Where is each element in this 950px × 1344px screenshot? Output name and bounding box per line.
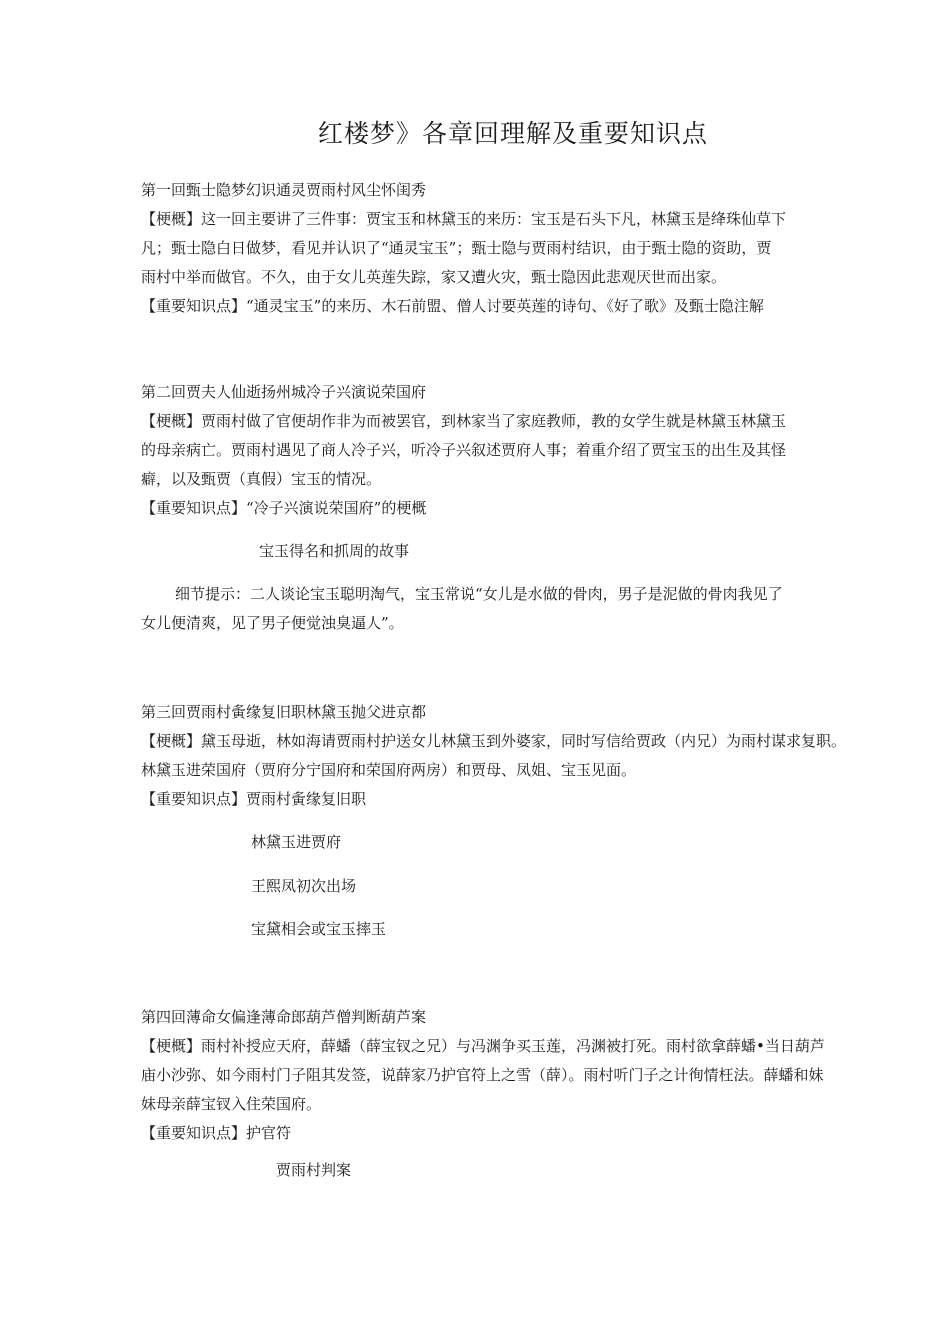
chapter-2-heading: 第二回贾夫人仙逝扬州城冷子兴演说荣国府 <box>141 383 427 401</box>
document-title: 红楼梦》各章回理解及重要知识点 <box>318 119 709 148</box>
chapter-2-subpoint: 宝玉得名和抓周的故事 <box>259 542 410 560</box>
chapter-2-summary-line: 癖，以及甄贾（真假）宝玉的情况。 <box>141 470 382 488</box>
chapter-3-heading: 第三回贾雨村夤缘复旧职林黛玉抛父进京都 <box>141 703 427 721</box>
chapter-1-heading: 第一回甄士隐梦幻识通灵贾雨村风尘怀闺秀 <box>141 181 427 199</box>
chapter-4-subpoint: 贾雨村判案 <box>276 1161 352 1179</box>
chapter-3-subpoint: 林黛玉进贾府 <box>251 833 342 851</box>
chapter-2-summary-line: 的母亲病亡。贾雨村遇见了商人冷子兴，听冷子兴叙述贾府人事；着重介绍了贾宝玉的出生及其怪 <box>141 441 787 459</box>
chapter-1-key-points: 【重要知识点】“通灵宝玉”的来历、木石前盟、僧人讨要英莲的诗句、《好了歌》及甄士隐注解 <box>141 297 764 315</box>
chapter-3-subpoint: 宝黛相会或宝玉摔玉 <box>251 920 387 938</box>
chapter-4-heading: 第四回薄命女偏逢薄命郎葫芦僧判断葫芦案 <box>141 1008 427 1026</box>
chapter-4-summary-line: 【梗概】雨村补授应天府，薛蟠（薛宝钗之兄）与冯渊争买玉莲，冯渊被打死。雨村欲拿薛蟠•当日葫芦 <box>141 1037 825 1055</box>
chapter-1-summary-line: 凡；甄士隐白日做梦，看见并认识了“通灵宝玉”；甄士隐与贾雨村结识，由于甄士隐的资助，贾 <box>141 239 772 257</box>
chapter-4-summary-line: 庙小沙弥、如今雨村门子阻其发签，说薛家乃护官符上之雪（薛）。雨村听门子之计徇情枉法。薛蟠和妹 <box>141 1066 824 1084</box>
chapter-2-detail-line: 细节提示：二人谈论宝玉聪明淘气，宝玉常说“女儿是水做的骨肉，男子是泥做的骨肉我见了 <box>175 585 783 603</box>
chapter-2-detail-line: 女儿便清爽，见了男子便觉浊臭逼人”。 <box>141 614 404 632</box>
chapter-3-summary-line: 【梗概】黛玉母逝，林如海请贾雨村护送女儿林黛玉到外婆家，同时写信给贾政（内兄）为雨村谋求复职。 <box>141 732 847 750</box>
chapter-2-key-points: 【重要知识点】“冷子兴演说荣国府”的梗概 <box>141 499 427 517</box>
chapter-3-key-points: 【重要知识点】贾雨村夤缘复旧职 <box>141 790 367 808</box>
chapter-1-summary-line: 【梗概】这一回主要讲了三件事：贾宝玉和林黛玉的来历：宝玉是石头下凡，林黛玉是绛珠仙草下 <box>141 210 787 228</box>
chapter-1-summary-line: 雨村中举而做官。不久，由于女儿英莲失踪，家又遭火灾，甄士隐因此悲观厌世而出家。 <box>141 268 727 286</box>
chapter-2-summary-line: 【梗概】贾雨村做了官便胡作非为而被罢官，到林家当了家庭教师，教的女学生就是林黛玉林黛玉 <box>141 412 787 430</box>
chapter-3-subpoint: 王熙凤初次出场 <box>251 877 357 895</box>
chapter-3-summary-line: 林黛玉进荣国府（贾府分宁国府和荣国府两房）和贾母、凤姐、宝玉见面。 <box>141 761 637 779</box>
chapter-4-summary-line: 妹母亲薛宝钗入住荣国府。 <box>141 1095 322 1113</box>
chapter-4-key-points: 【重要知识点】护官符 <box>141 1124 292 1142</box>
